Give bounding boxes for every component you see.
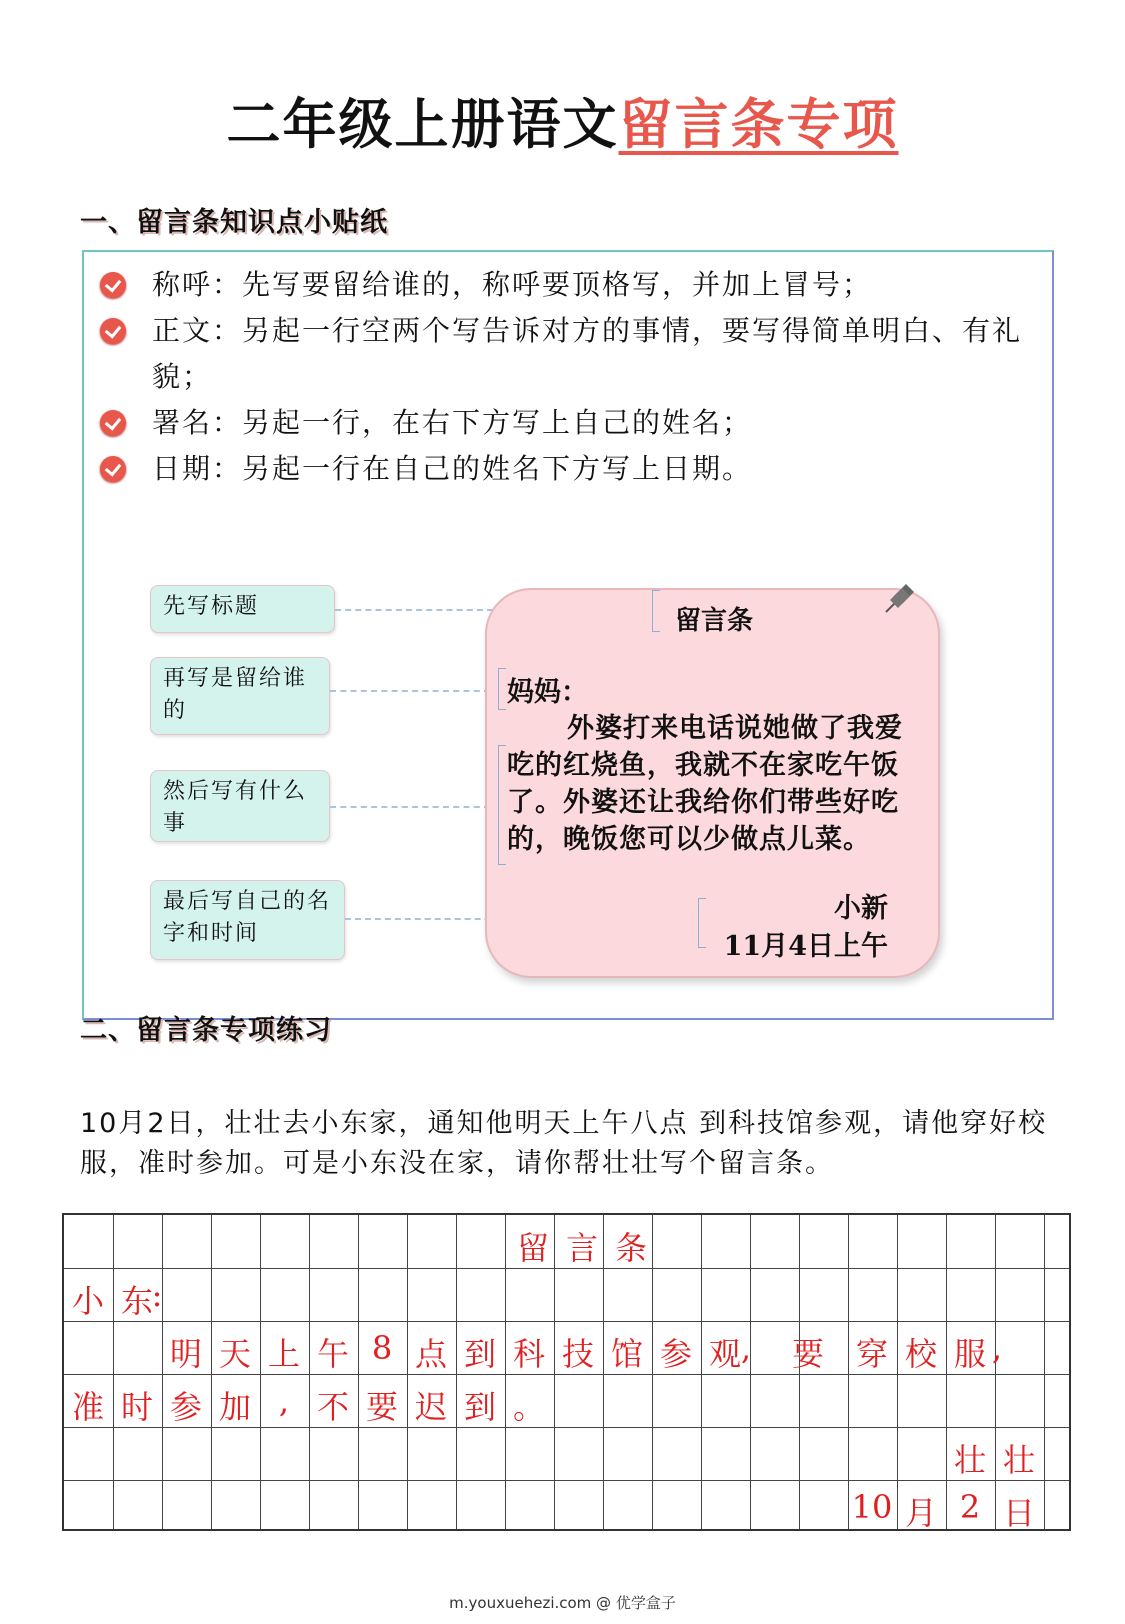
answer-char: 言 bbox=[565, 1229, 598, 1267]
answer-char: , bbox=[278, 1382, 290, 1420]
grid-line bbox=[64, 1321, 1069, 1322]
answer-char: 天 bbox=[218, 1335, 251, 1373]
answer-char: 明 bbox=[169, 1335, 202, 1373]
answer-char: 不 bbox=[316, 1388, 349, 1426]
label-recipient: 再写是留给谁的 bbox=[150, 657, 330, 735]
note-title: 留言条 bbox=[675, 606, 754, 636]
label-title: 先写标题 bbox=[150, 585, 335, 633]
point-text: 署名：另起一行，在右下方写上自己的姓名； bbox=[152, 406, 753, 439]
connector-line bbox=[330, 806, 490, 808]
bracket bbox=[498, 745, 506, 865]
answer-char: 迟 bbox=[414, 1388, 447, 1426]
check-icon bbox=[100, 410, 126, 436]
answer-char: 要 bbox=[365, 1388, 398, 1426]
answer-char: 点 bbox=[414, 1335, 447, 1373]
label-signature: 最后写自己的名字和时间 bbox=[150, 880, 345, 960]
grid-line bbox=[750, 1215, 751, 1529]
answer-char: 馆 bbox=[610, 1335, 643, 1373]
point-item bbox=[100, 400, 1050, 446]
answer-char: 技 bbox=[561, 1335, 594, 1373]
section1-heading: 一、留言条知识点小贴纸 bbox=[80, 207, 388, 238]
check-icon bbox=[100, 272, 126, 298]
point-text: 日期：另起一行在自己的姓名下方写上日期。 bbox=[152, 452, 753, 485]
answer-char: 条 bbox=[614, 1229, 647, 1267]
answer-char: 壮 bbox=[1002, 1441, 1035, 1479]
answer-char: 壮 bbox=[953, 1441, 986, 1479]
pushpin-icon bbox=[880, 578, 920, 618]
answer-char: 观 bbox=[708, 1335, 741, 1373]
sample-note bbox=[485, 588, 940, 978]
answer-char: 要 bbox=[791, 1335, 824, 1373]
answer-char: , bbox=[991, 1329, 1003, 1367]
point-text: 正文：另起一行空两个写告诉对方的事情，要写得简单明白、有礼貌； bbox=[152, 314, 1023, 393]
point-item bbox=[100, 308, 1050, 400]
check-icon bbox=[100, 318, 126, 344]
bracket bbox=[498, 668, 506, 710]
grid-line bbox=[358, 1215, 359, 1529]
bracket bbox=[652, 590, 660, 632]
answer-char: 加 bbox=[218, 1388, 251, 1426]
grid-line bbox=[113, 1215, 114, 1529]
title-highlight: 留言条专项 bbox=[618, 93, 899, 156]
answer-char: 时 bbox=[120, 1388, 153, 1426]
answer-char: 10 bbox=[851, 1488, 893, 1526]
grid-line bbox=[1044, 1215, 1045, 1529]
note-greeting: 妈妈： bbox=[507, 677, 588, 708]
answer-char: 穿 bbox=[855, 1335, 888, 1373]
answer-char: , bbox=[740, 1329, 752, 1367]
label-content: 然后写有什么事 bbox=[150, 770, 330, 842]
grid-line bbox=[64, 1480, 1069, 1481]
answer-char: 8 bbox=[371, 1329, 393, 1367]
note-body: 外婆打来电话说她做了我爱吃的红烧鱼，我就不在家吃午饭了。外婆还让我给你们带些好吃的，晚饭您可以少做点儿菜。 bbox=[507, 713, 903, 855]
answer-char: 月 bbox=[904, 1494, 937, 1532]
answer-grid bbox=[62, 1213, 1071, 1531]
answer-char: 参 bbox=[659, 1335, 692, 1373]
section2-heading: 二、留言条专项练习 bbox=[80, 1015, 332, 1046]
point-item bbox=[100, 446, 1050, 492]
task-text: 10月2日，壮壮去小东家，通知他明天上午八点 到科技馆参观，请他穿好校服，准时参加。可是小东没在家，请你帮壮壮写个留言条。 bbox=[80, 1108, 1048, 1179]
answer-char: 科 bbox=[512, 1335, 545, 1373]
answer-char: 午 bbox=[316, 1335, 349, 1373]
title-main: 二年级上册语文 bbox=[226, 93, 619, 156]
answer-char: 上 bbox=[267, 1335, 300, 1373]
answer-char: 小 bbox=[71, 1282, 104, 1320]
answer-char: 服 bbox=[953, 1335, 986, 1373]
point-text: 称呼：先写要留给谁的，称呼要顶格写，并加上冒号； bbox=[152, 268, 873, 301]
grid-line bbox=[995, 1215, 996, 1529]
answer-char: 。 bbox=[512, 1388, 545, 1426]
answer-char: : bbox=[151, 1276, 163, 1314]
answer-char: 校 bbox=[904, 1335, 937, 1373]
answer-char: 日 bbox=[1002, 1494, 1035, 1532]
connector-line bbox=[330, 690, 490, 692]
knowledge-points bbox=[100, 262, 1050, 492]
footer-watermark: m.youxuehezi.com @ 优学盒子 bbox=[449, 1594, 676, 1612]
point-item bbox=[100, 262, 1050, 308]
answer-char: 2 bbox=[959, 1488, 981, 1526]
answer-char: 东 bbox=[120, 1282, 153, 1320]
page-title bbox=[0, 82, 1125, 159]
answer-char: 参 bbox=[169, 1388, 202, 1426]
bracket bbox=[698, 898, 706, 948]
check-icon bbox=[100, 456, 126, 482]
answer-char: 到 bbox=[463, 1388, 496, 1426]
note-signature: 小新 bbox=[834, 893, 888, 924]
answer-char: 到 bbox=[463, 1335, 496, 1373]
note-date: 11月4日上午 bbox=[723, 931, 888, 962]
answer-char: 准 bbox=[71, 1388, 104, 1426]
answer-char: 留 bbox=[516, 1229, 549, 1267]
